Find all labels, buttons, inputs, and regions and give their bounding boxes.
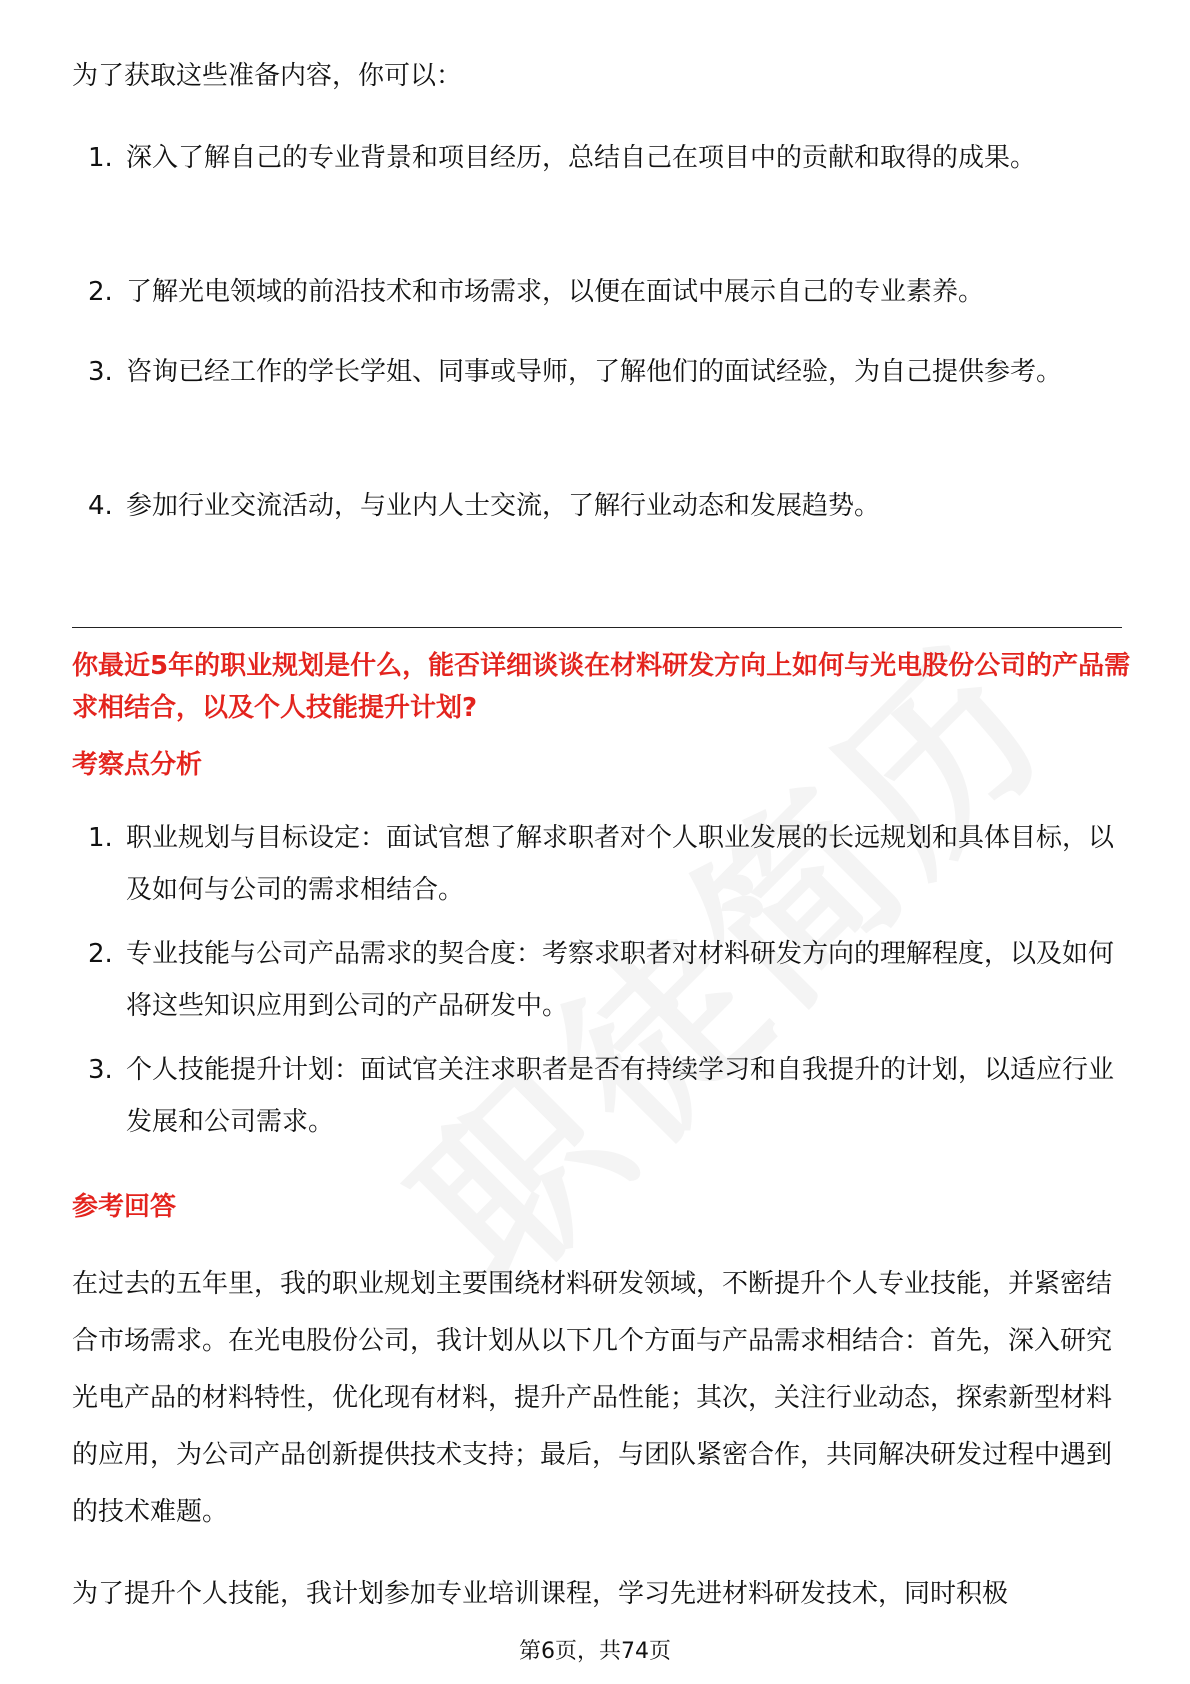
list-number: 2.	[88, 277, 113, 307]
list-text: 咨询已经工作的学长学姐、同事或导师，了解他们的面试经验，为自己提供参考。	[126, 357, 1063, 387]
intro-text: 为了获取这些准备内容，你可以：	[72, 61, 463, 91]
list-number: 4.	[88, 491, 113, 521]
list-text: 了解光电领域的前沿技术和市场需求，以便在面试中展示自己的专业素养。	[126, 277, 985, 307]
list-item	[72, 478, 1122, 535]
list-text: 深入了解自己的专业背景和项目经历，总结自己在项目中的贡献和取得的成果。	[126, 143, 1037, 173]
answer-heading: 参考回答	[72, 1192, 177, 1222]
page-number: 第6页，共74页	[519, 1639, 671, 1664]
answer-paragraph: 为了提升个人技能，我计划参加专业培训课程，学习先进材料研发技术，同时积极	[72, 1579, 1009, 1609]
analysis-heading: 考察点分析	[72, 750, 203, 780]
list-number: 3.	[88, 357, 113, 387]
list-number: 1.	[88, 823, 113, 853]
list-item	[72, 130, 1122, 187]
list-number: 2.	[88, 939, 113, 969]
question-heading: 你最近5年的职业规划是什么，能否详细谈谈在材料研发方向上如何与光电股份公司的产品需求相结合，以及个人技能提升计划?	[72, 651, 1131, 723]
list-number: 3.	[88, 1055, 113, 1085]
list-text: 专业技能与公司产品需求的契合度：考察求职者对材料研发方向的理解程度，以及如何将这些知识应用到公司的产品研发中。	[126, 939, 1115, 1021]
list-item	[72, 928, 1122, 1032]
list-item	[72, 344, 1122, 401]
list-text: 参加行业交流活动，与业内人士交流，了解行业动态和发展趋势。	[126, 491, 881, 521]
list-item	[72, 812, 1122, 916]
list-text: 个人技能提升计划：面试官关注求职者是否有持续学习和自我提升的计划，以适应行业发展和公司需求。	[126, 1055, 1115, 1137]
list-text: 职业规划与目标设定：面试官想了解求职者对个人职业发展的长远规划和具体目标，以及如何与公司的需求相结合。	[126, 823, 1115, 905]
list-item	[72, 264, 1122, 321]
answer-paragraph: 在过去的五年里，我的职业规划主要围绕材料研发领域，不断提升个人专业技能，并紧密结合市场需求。在光电股份公司，我计划从以下几个方面与产品需求相结合：首先，深入研究光电产品的材料特性，优化现有材料，提升产品性能；其次，关注行业动态，探索新型材料的应用，为公司产品创新提供技术支持；最后，与团队紧密合作，共同解决研发过程中遇到的技术难题。	[72, 1269, 1113, 1527]
section-divider	[72, 627, 1122, 628]
list-number: 1.	[88, 143, 113, 173]
list-item	[72, 1044, 1122, 1148]
